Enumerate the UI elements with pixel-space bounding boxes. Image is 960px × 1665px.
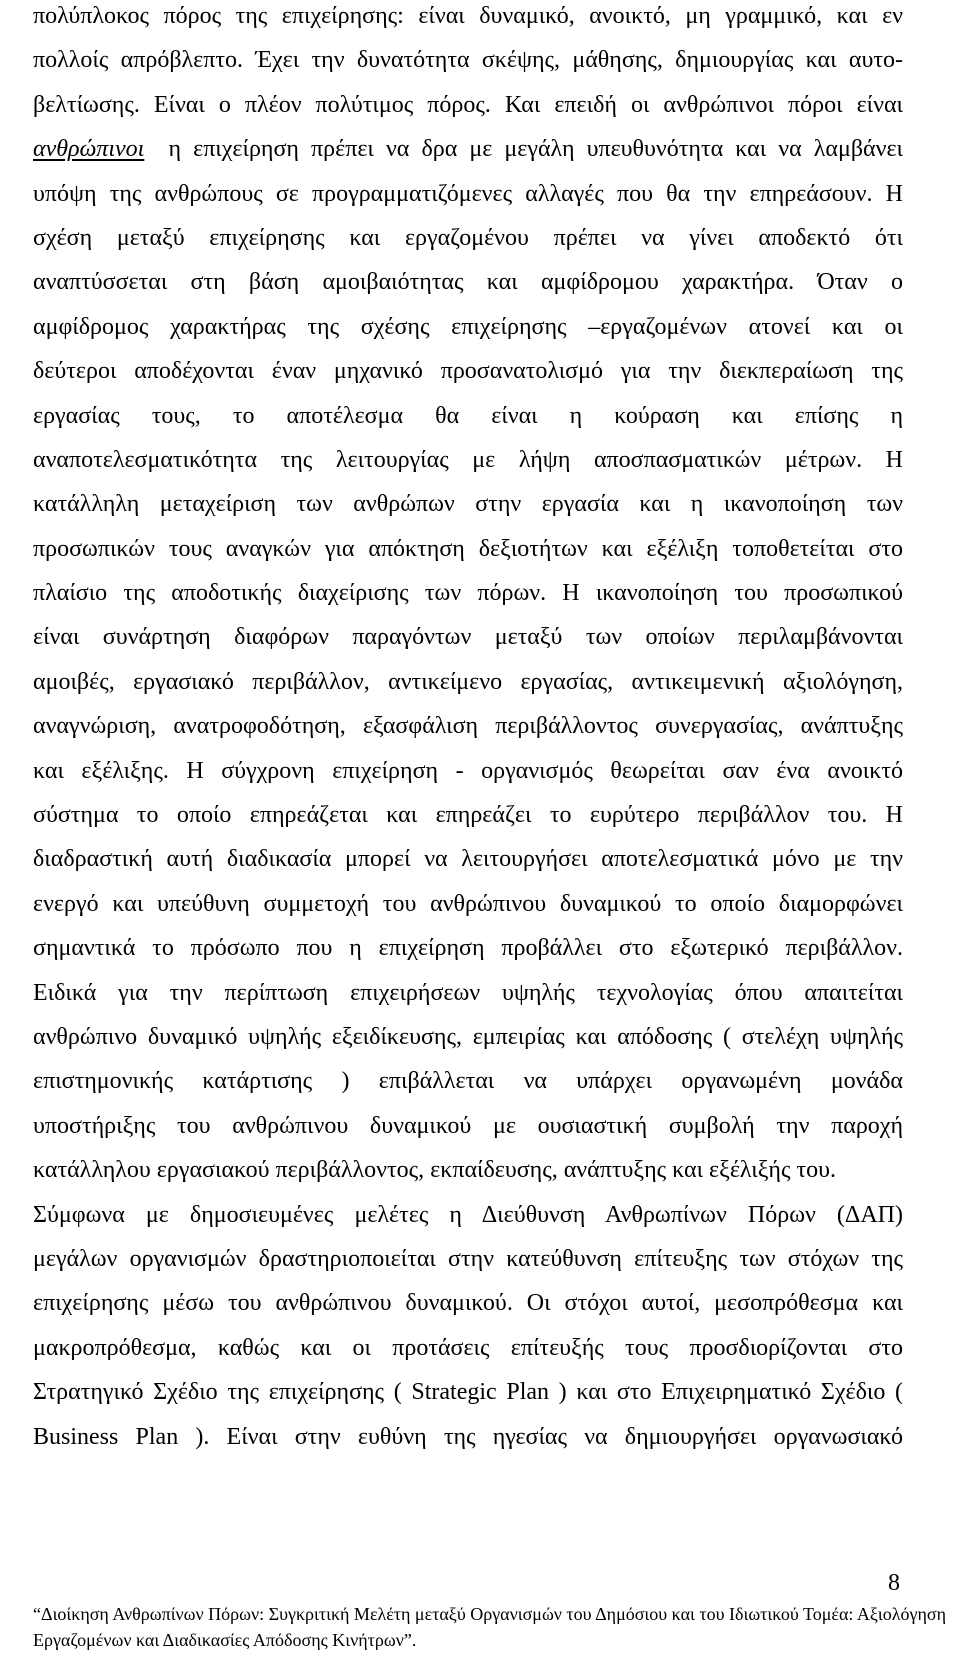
text-line: επιστημονικής κατάρτισης ) επιβάλλεται να υπάρχει οργανωμένη μονάδα	[33, 1068, 903, 1095]
page-footer	[33, 1601, 946, 1653]
text-line: είναι συνάρτηση διαφόρων παραγόντων μεταξύ των οποίων περιλαμβάνονται	[33, 624, 903, 651]
text-line: σύστημα το οποίο επηρεάζεται και επηρεάζει το ευρύτερο περιβάλλον του. Η	[33, 802, 903, 829]
text-line: Business Plan ). Είναι στην ευθύνη της ηγεσίας να δημιουργήσει οργανωσιακό	[33, 1423, 903, 1450]
text-line: υποστήριξης του ανθρώπινου δυναμικού με ουσιαστική συμβολή την παροχή	[33, 1112, 903, 1139]
text-line: πλαίσιο της αποδοτικής διαχείρισης των πόρων. Η ικανοποίηση του προσωπικού	[33, 580, 903, 607]
text-line: σημαντικά το πρόσωπο που η επιχείρηση προβάλλει στο εξωτερικό περιβάλλον.	[33, 935, 903, 962]
text-line: αναγνώριση, ανατροφοδότηση, εξασφάλιση περιβάλλοντος συνεργασίας, ανάπτυξης	[33, 713, 903, 740]
footer-line: Εργαζομένων και Διαδικασίες Απόδοσης Κινήτρων”.	[33, 1630, 417, 1650]
text-line: δεύτεροι αποδέχονται έναν μηχανικό προσανατολισμό για την διεκπεραίωση της	[33, 358, 903, 385]
text-line: πολύπλοκος πόρος της επιχείρησης: είναι δυναμικό, ανοικτό, μη γραμμικό, και εν	[33, 3, 903, 29]
body-paragraph	[33, 0, 903, 1459]
text-line: διαδραστική αυτή διαδικασία μπορεί να λειτουργήσει αποτελεσματικά μόνο με την	[33, 846, 903, 873]
text-line: και εξέλιξης. Η σύγχρονη επιχείρηση - οργανισμός θεωρείται σαν ένα ανοικτό	[33, 757, 903, 784]
text-line: επιχείρησης μέσω του ανθρώπινου δυναμικού. Οι στόχοι αυτοί, μεσοπρόθεσμα και	[33, 1290, 903, 1317]
page-number: 8	[888, 1570, 900, 1596]
text-line: πολλοίς απρόβλεπτο. Έχει την δυνατότητα σκέψης, μάθησης, δημιουργίας και αυτο-	[33, 47, 903, 74]
footer-line: “Διοίκηση Ανθρωπίνων Πόρων: Συγκριτική Μελέτη μεταξύ Οργανισμών του Δημόσιου και του Ιδιωτικού Τομέα: Αξιολόγηση	[33, 1604, 946, 1624]
text-line: Στρατηγικό Σχέδιο της επιχείρησης ( Strategic Plan ) και στο Επιχειρηματικό Σχέδιο (	[33, 1379, 903, 1406]
text-line: ανθρώπινο δυναμικό υψηλής εξειδίκευσης, εμπειρίας και απόδοσης ( στελέχη υψηλής	[33, 1023, 903, 1050]
text-line: βελτίωσης. Είναι ο πλέον πολύτιμος πόρος. Και επειδή οι ανθρώπινοι πόροι είναι	[33, 91, 903, 118]
text-line: αναπτύσσεται στη βάση αμοιβαιότητας και αμφίδρομου χαρακτήρα. Όταν ο	[33, 269, 903, 296]
text-line: κατάλληλου εργασιακού περιβάλλοντος, εκπαίδευσης, ανάπτυξης και εξέλιξής του.	[33, 1157, 836, 1184]
text-line: υπόψη της ανθρώπους σε προγραμματιζόμενες αλλαγές που θα την επηρεάσουν. Η	[33, 180, 903, 207]
text-line	[33, 127, 903, 171]
text-line: σχέση μεταξύ επιχείρησης και εργαζομένου πρέπει να γίνει αποδεκτό ότι	[33, 224, 903, 251]
emphasized-word: ανθρώπινοι	[33, 136, 145, 163]
text-line: αμοιβές, εργασιακό περιβάλλον, αντικείμενο εργασίας, αντικειμενική αξιολόγηση,	[33, 668, 903, 695]
text-line: ενεργό και υπεύθυνη συμμετοχή του ανθρώπινου δυναμικού το οποίο διαμορφώνει	[33, 890, 903, 917]
text-line: Σύμφωνα με δημοσιευμένες μελέτες η Διεύθυνση Ανθρωπίνων Πόρων (ΔΑΠ)	[33, 1201, 903, 1228]
text-line: μεγάλων οργανισμών δραστηριοποιείται στην κατεύθυνση επίτευξης των στόχων της	[33, 1245, 903, 1272]
text-line: κατάλληλη μεταχείριση των ανθρώπων στην εργασία και η ικανοποίηση των	[33, 491, 903, 518]
text-line: μακροπρόθεσμα, καθώς και οι προτάσεις επίτευξής τους προσδιορίζονται στο	[33, 1334, 903, 1361]
text-line: αμφίδρομος χαρακτήρας της σχέσης επιχείρησης –εργαζομένων ατονεί και οι	[33, 313, 903, 340]
text-line: Ειδικά για την περίπτωση επιχειρήσεων υψηλής τεχνολογίας όπου απαιτείται	[33, 979, 903, 1006]
text-line: προσωπικών τους αναγκών για απόκτηση δεξιοτήτων και εξέλιξη τοποθετείται στο	[33, 535, 903, 562]
text-line: εργασίας τους, το αποτέλεσμα θα είναι η κούραση και επίσης η	[33, 402, 903, 429]
text-line-rest: η επιχείρηση πρέπει να δρα με μεγάλη υπευθυνότητα και να λαμβάνει	[168, 136, 903, 163]
text-line: αναποτελεσματικότητα της λειτουργίας με λήψη αποσπασματικών μέτρων. Η	[33, 446, 903, 473]
